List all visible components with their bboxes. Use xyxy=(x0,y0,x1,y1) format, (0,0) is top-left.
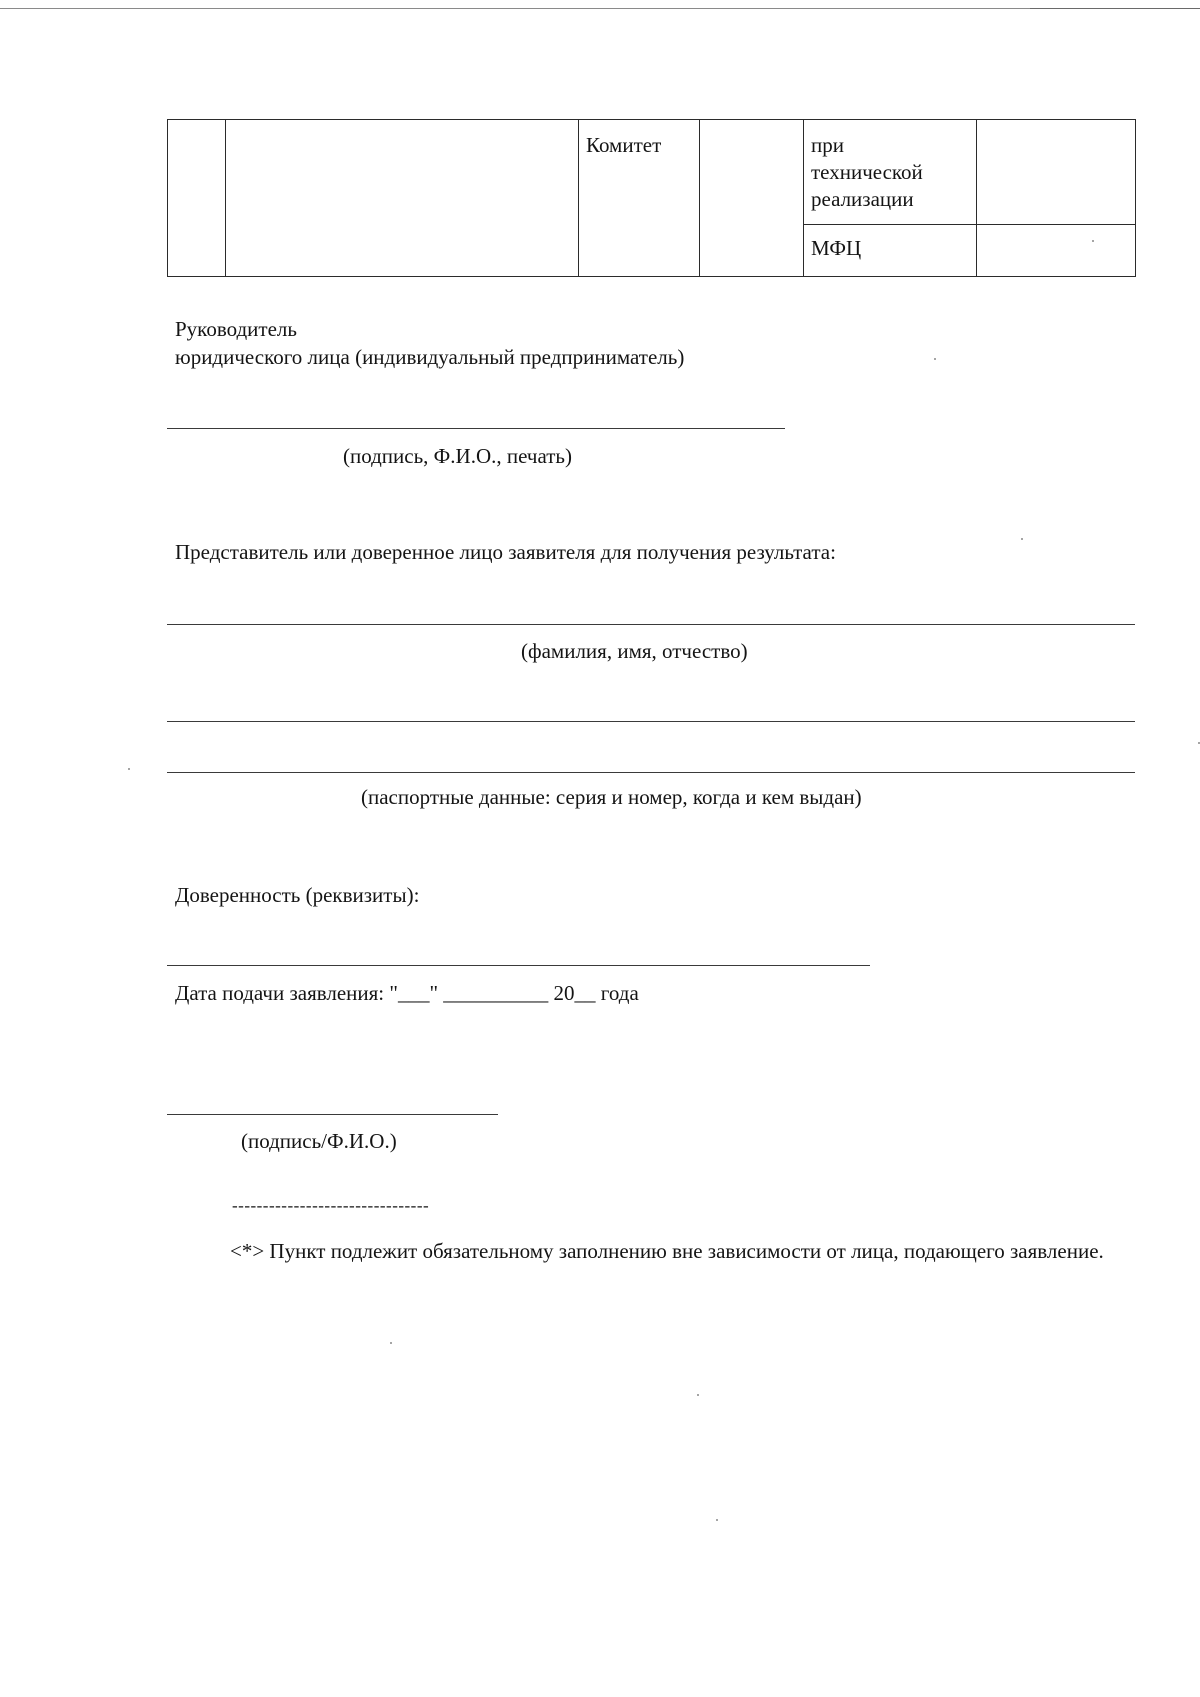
head-signature-caption: (подпись, Ф.И.О., печать) xyxy=(343,444,572,468)
scan-speck xyxy=(128,768,130,770)
table-cell-mark-1 xyxy=(977,120,1136,225)
table-cell-mark-2 xyxy=(977,225,1136,277)
scan-speck xyxy=(697,1394,699,1396)
applicant-signature-line[interactable] xyxy=(167,1114,498,1115)
scan-speck xyxy=(1021,538,1023,540)
footnote-separator: -------------------------------- xyxy=(232,1196,430,1215)
table-cell-mfc xyxy=(804,225,977,277)
table-cell-description xyxy=(226,120,579,277)
table-cell-committee xyxy=(579,120,700,277)
head-title-line2: юридического лица (индивидуальный предприниматель) xyxy=(175,345,685,369)
scan-speck xyxy=(934,358,936,360)
table-cell-number xyxy=(168,120,226,277)
scan-top-edge xyxy=(0,8,1200,9)
mfc-label: МФЦ xyxy=(811,236,862,260)
scan-top-edge-right xyxy=(1030,8,1200,9)
passport-caption: (паспортные данные: серия и номер, когда и кем выдан) xyxy=(361,785,862,809)
committee-label: Комитет xyxy=(586,133,662,157)
table-cell-empty xyxy=(700,120,804,277)
representative-name-line[interactable] xyxy=(167,624,1135,625)
footnote-text: <*> Пункт подлежит обязательному заполнению вне зависимости от лица, подающего заявление. xyxy=(230,1239,1104,1263)
power-of-attorney-label: Доверенность (реквизиты): xyxy=(175,883,420,907)
submission-date: Дата подачи заявления: "___" __________ 20__ года xyxy=(175,981,639,1005)
table-cell-tech-realization xyxy=(804,120,977,225)
scan-speck xyxy=(390,1342,392,1344)
head-title-line1: Руководитель xyxy=(175,317,297,341)
passport-line-2[interactable] xyxy=(167,772,1135,773)
tech-realization-label: при технической реализации xyxy=(811,133,923,211)
applicant-signature-caption: (подпись/Ф.И.О.) xyxy=(241,1129,397,1153)
head-signature-line[interactable] xyxy=(167,428,785,429)
passport-line-1[interactable] xyxy=(167,721,1135,722)
representative-name-caption: (фамилия, имя, отчество) xyxy=(521,639,748,663)
representative-label: Представитель или доверенное лицо заявителя для получения результата: xyxy=(175,540,836,564)
power-of-attorney-line[interactable] xyxy=(167,965,870,966)
scan-speck xyxy=(716,1519,718,1521)
approval-table xyxy=(167,119,1136,277)
scan-speck xyxy=(1092,240,1094,242)
